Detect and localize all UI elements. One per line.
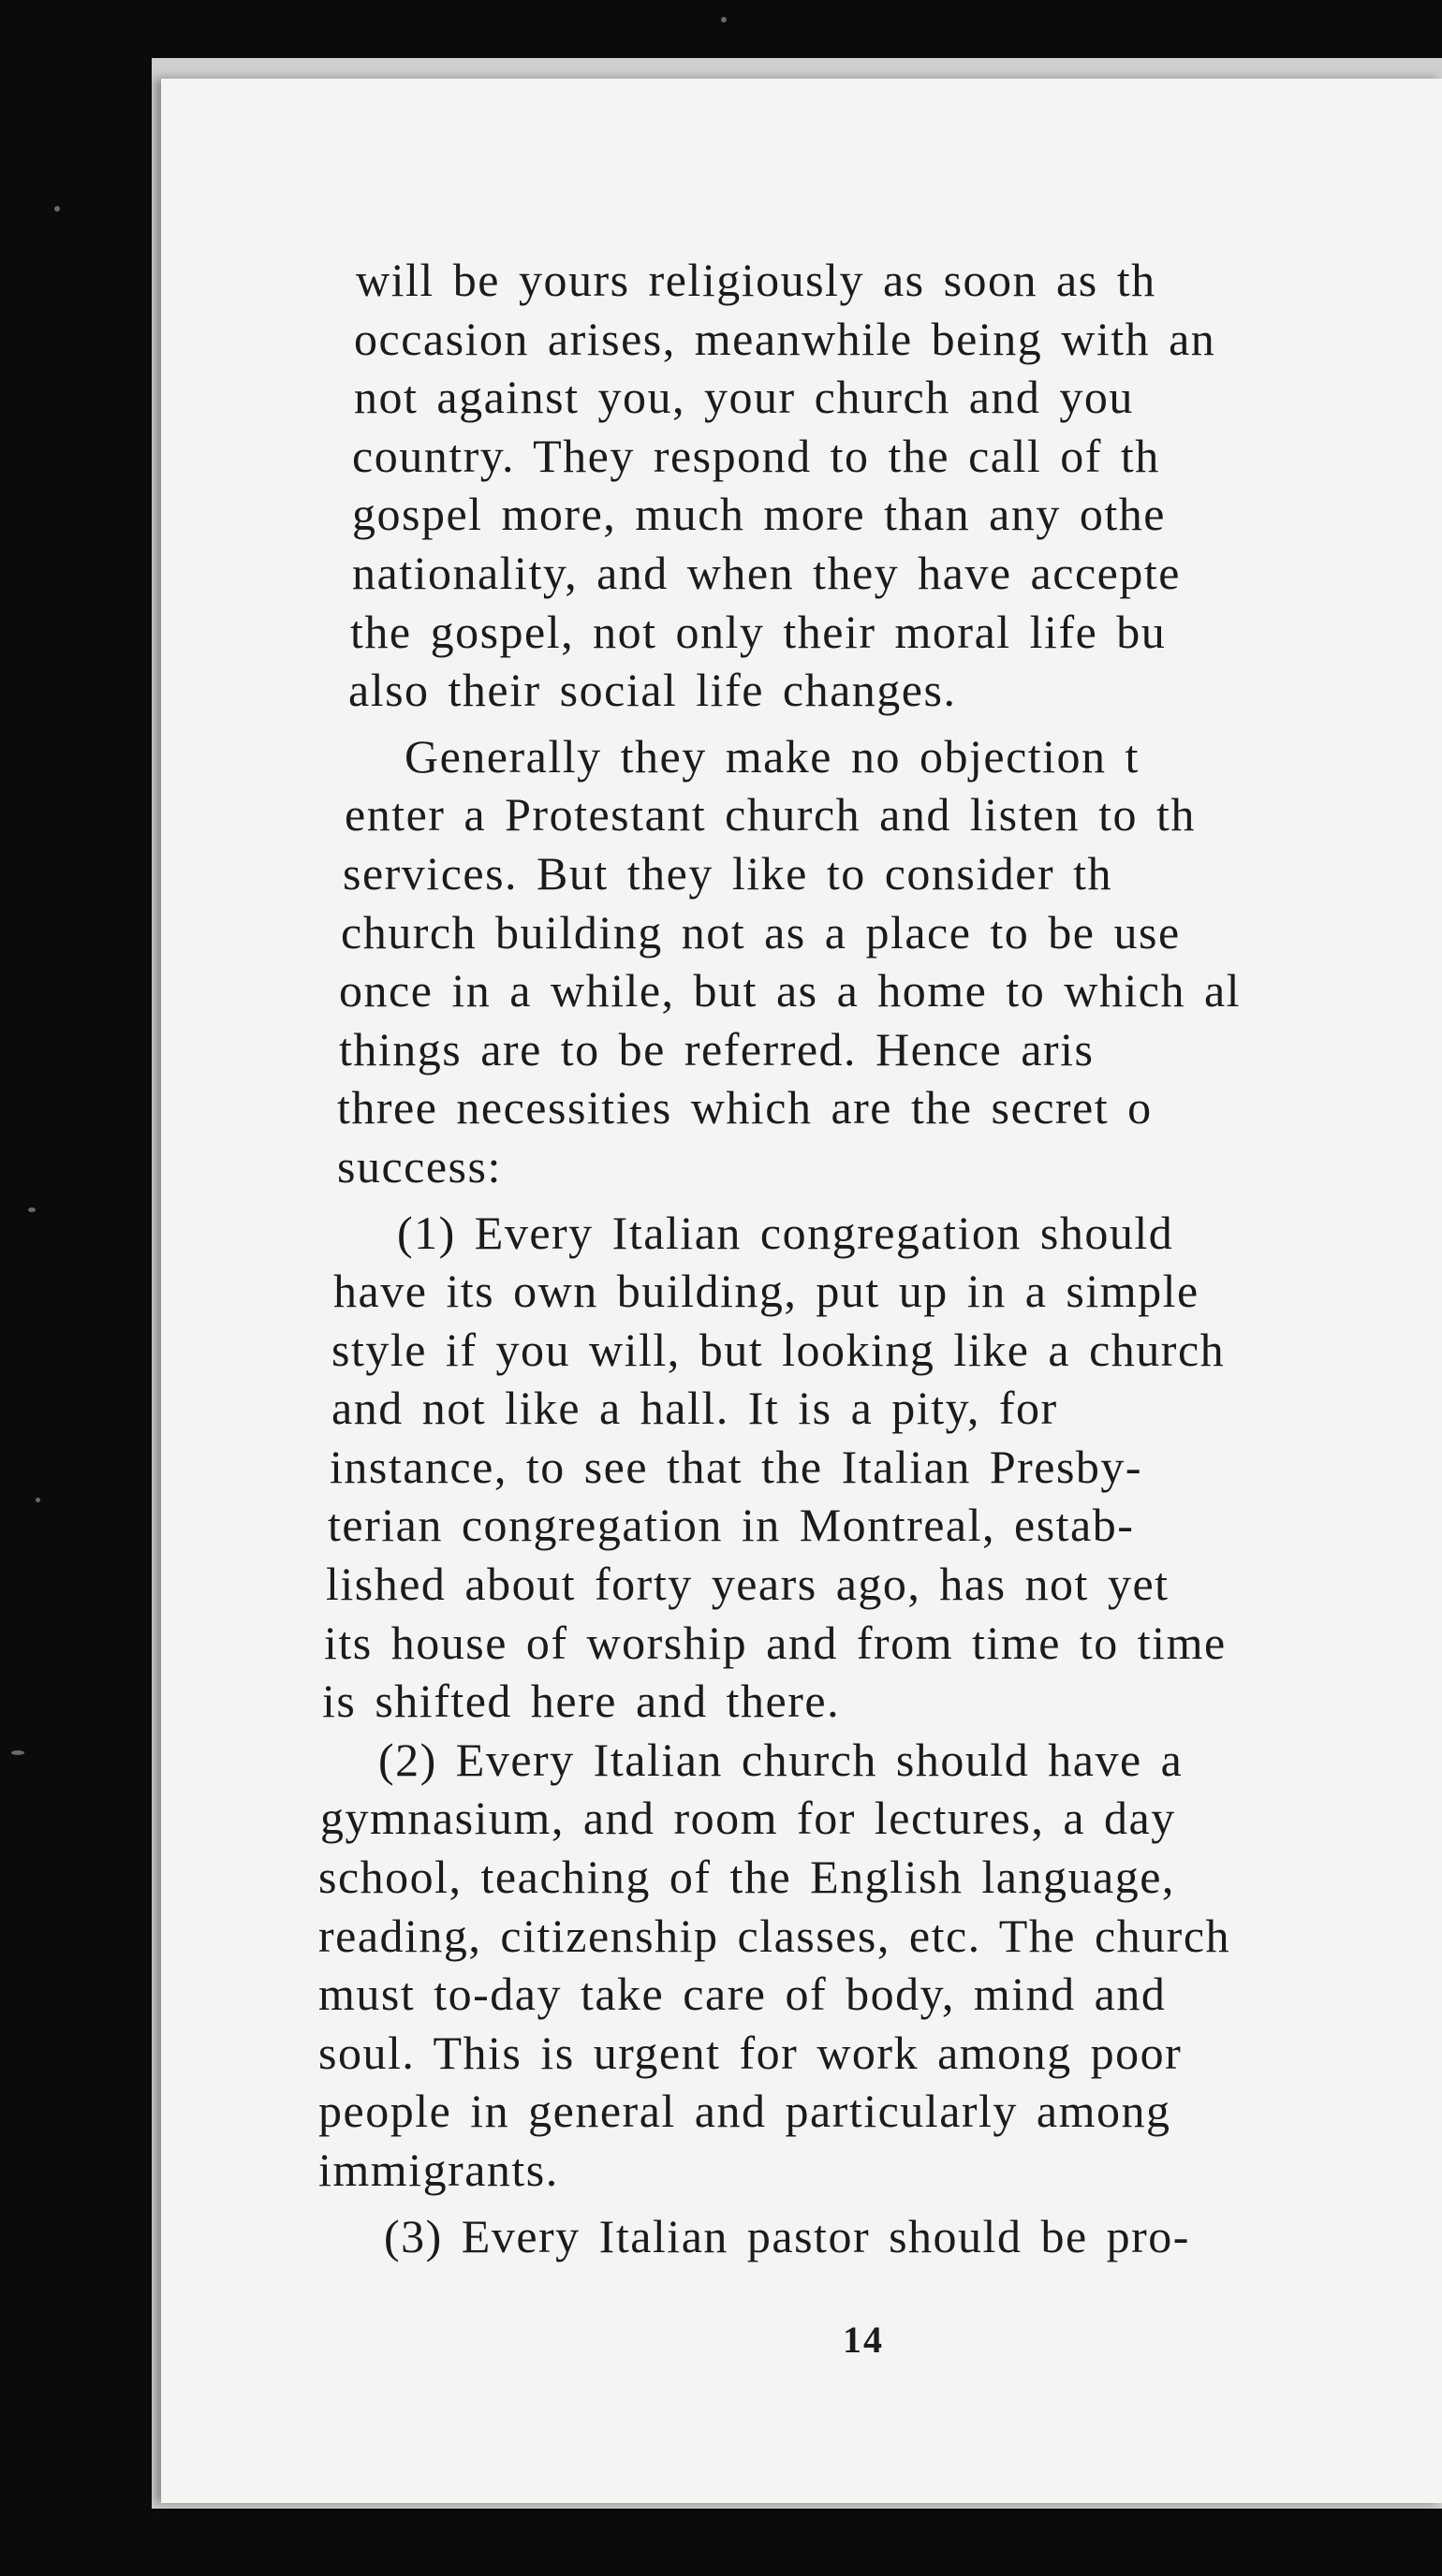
text-line: enter a Protestant church and listen to th — [345, 788, 1196, 842]
text-line: school, teaching of the English language, — [318, 1851, 1175, 1904]
text-line: gospel more, much more than any othe — [352, 488, 1166, 541]
scan-speck — [28, 1208, 36, 1212]
text-line: people in general and particularly among — [318, 2085, 1171, 2138]
text-line: the gospel, not only their moral life bu — [350, 605, 1167, 658]
text-line: country. They respond to the call of th — [352, 429, 1160, 482]
text-line: (2) Every Italian church should have a — [378, 1733, 1184, 1786]
text-line: (3) Every Italian pastor should be pro- — [384, 2209, 1190, 2262]
text-line: its house of worship and from time to time — [324, 1616, 1227, 1669]
text-line: things are to be referred. Hence aris — [339, 1022, 1095, 1076]
scan-speck — [54, 206, 60, 212]
text-line: church building not as a place to be use — [341, 905, 1181, 959]
text-line: three necessities which are the secret o — [337, 1081, 1153, 1134]
text-line: must to-day take care of body, mind and — [318, 1968, 1167, 2021]
text-line: reading, citizenship classes, etc. The church — [318, 1909, 1231, 1962]
text-line: once in a while, but as a home to which al — [339, 964, 1242, 1017]
text-line: lished about forty years ago, has not yet — [326, 1558, 1170, 1611]
text-line: will be yours religiously as soon as th — [356, 254, 1156, 306]
text-line: terian congregation in Montreal, estab- — [328, 1499, 1135, 1552]
text-line: nationality, and when they have accepte — [352, 546, 1181, 599]
text-line: gymnasium, and room for lectures, a day — [320, 1792, 1176, 1845]
text-line: success: — [337, 1139, 502, 1193]
scan-speck — [721, 17, 727, 22]
text-line: soul. This is urgent for work among poor — [318, 2026, 1183, 2079]
scan-speck — [11, 1750, 24, 1755]
text-line: instance, to see that the Italian Presby- — [330, 1440, 1143, 1493]
text-line: style if you will, but looking like a church — [331, 1323, 1226, 1376]
text-line: have its own building, put up in a simple — [333, 1265, 1199, 1318]
text-line: also their social life changes. — [348, 664, 957, 717]
text-line: is shifted here and there. — [322, 1675, 841, 1728]
text-line: services. But they like to consider th — [343, 846, 1113, 900]
text-line: Generally they make no objection t — [405, 729, 1140, 783]
body-text — [318, 251, 1442, 2265]
text-line: not against you, your church and you — [354, 371, 1134, 424]
text-line: and not like a hall. It is a pity, for — [331, 1382, 1058, 1435]
page-number: 14 — [843, 2319, 884, 2361]
scan-speck — [36, 1498, 40, 1502]
text-line: occasion arises, meanwhile being with an — [354, 312, 1216, 365]
text-line: immigrants. — [318, 2144, 559, 2196]
text-line: (1) Every Italian congregation should — [397, 1206, 1174, 1259]
